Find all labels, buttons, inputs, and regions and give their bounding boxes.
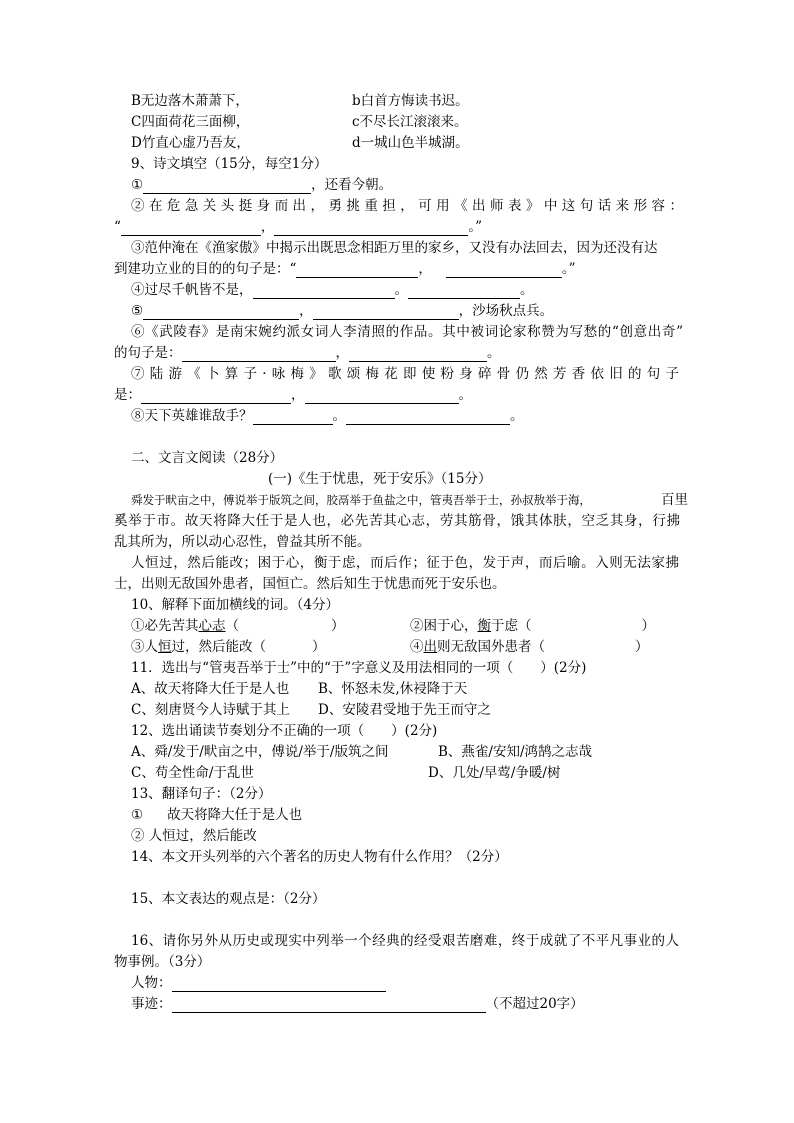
q11-option-a[interactable]: A、故天将降大任于是人也 <box>131 681 290 697</box>
q10-item-a <box>131 617 345 635</box>
q9-blank-3a[interactable] <box>296 263 418 278</box>
q9-item-4 <box>131 281 534 299</box>
q9-blank-1[interactable] <box>143 179 311 194</box>
q10-item-d-open: （ <box>531 639 545 655</box>
q9-blank-4a[interactable] <box>253 284 395 299</box>
match-left-b: B无边落木萧萧下， <box>131 93 249 109</box>
q9-item-6-dot: 。 <box>487 345 501 361</box>
passage-p2-line1: 人恒过，然后能改；困于心，衡于虑，而后作；征于色，发于声，而后喻。入则无法家拂 <box>131 555 679 571</box>
q16-deed-note: （不超过20字） <box>485 996 584 1012</box>
section-2-title: 二、文言文阅读（28分） <box>131 450 284 466</box>
q16-title-line1: 16、请你另外从历史或现实中列举一个经典的经受艰苦磨难，终于成就了不平凡事业的人 <box>131 933 679 949</box>
q13-title: 13、翻译句子：（2分） <box>131 786 272 802</box>
passage-p1-line2: 奚举于市。故天将降大任于是人也，必先苦其心志，劳其筋骨，饿其体肤，空乏其身，行拂 <box>114 513 680 529</box>
q9-item-8-text: ⑧天下英雄谁敌手？ <box>131 408 253 424</box>
q10-item-c-word: 恒 <box>158 639 172 655</box>
match-left-c: C四面荷花三面柳， <box>131 114 250 130</box>
q16-deed-label: 事迹： <box>131 996 172 1012</box>
q9-item-6-prompt: 的句子是： <box>114 345 182 361</box>
q10-item-d-pre: ④ <box>410 639 424 655</box>
q13-item-a-num: ① <box>131 807 144 823</box>
q9-item-6-line1: ⑥《武陵春》是南宋婉约派女词人李清照的作品。其中被词论家称赞为写愁的“创意出奇” <box>131 324 683 340</box>
q9-item-2: ②在危急关头挺身而出，勇挑重担，可用《出师表》中这句话来形容： <box>131 198 683 214</box>
q10-item-c-open: （ <box>252 639 266 655</box>
q9-item-2-answer <box>114 218 482 236</box>
q10-item-b-open: （ <box>518 618 532 634</box>
q9-item-6-line2 <box>114 344 501 362</box>
q15-title: 15、本文表达的观点是：（2分） <box>131 891 326 907</box>
q12-option-d[interactable]: D、几处/早莺/争暖/树 <box>428 765 561 781</box>
q9-item-1 <box>131 176 392 194</box>
q9-item-4-dot2: 。 <box>520 282 534 298</box>
q10-item-d-close: ） <box>635 639 649 655</box>
q10-item-b-post: 于虑 <box>491 618 518 634</box>
q9-item-4-dot: 。 <box>394 282 408 298</box>
q11-title: 11．选出与“管夷吾举于士”中的“于”字意义及用法相同的一项（ ）(2分) <box>131 660 587 676</box>
q9-blank-5b[interactable] <box>313 305 459 320</box>
q9-item-7-dot: 。 <box>458 387 472 403</box>
q9-item-1-num: ① <box>131 177 144 193</box>
q9-item-2-close: 。” <box>468 219 483 235</box>
q10-item-d <box>410 638 649 656</box>
q9-item-1-tail: ，还看今朝。 <box>311 177 393 193</box>
q10-item-a-word: 心志 <box>198 618 226 634</box>
q9-item-4-text: ④过尽千帆皆不是， <box>131 282 253 298</box>
q12-title: 12、选出诵读节奏划分不正确的一项（ ）(2分) <box>131 723 438 739</box>
q9-blank-7a[interactable] <box>141 389 291 404</box>
q10-title: 10、解释下面加横线的词。（4分） <box>131 597 340 613</box>
q9-item-5-tail: ，沙场秋点兵。 <box>458 303 554 319</box>
q9-item-7-line2 <box>114 386 472 404</box>
q9-blank-2a[interactable] <box>121 221 261 236</box>
passage-p1-line1b: 百里 <box>661 492 688 508</box>
q9-item-5 <box>131 302 553 320</box>
q9-blank-8b[interactable] <box>346 410 510 425</box>
q10-item-d-word: 出 <box>423 639 437 655</box>
q9-blank-4b[interactable] <box>408 284 520 299</box>
passage-p1-line1a: 舜发于畎亩之中，傅说举于版筑之间，胶鬲举于鱼盐之中，管夷吾举于士，孙叔敖举于海， <box>131 493 591 507</box>
q9-blank-6a[interactable] <box>182 347 336 362</box>
q12-option-a[interactable]: A、舜/发于/畎亩之中，傅说/举于/版筑之间 <box>131 744 389 760</box>
passage-p2-line2: 士，出则无敌国外患者，国恒亡。然后知生于忧患而死于安乐也。 <box>114 576 506 592</box>
q9-item-7-comma: ， <box>291 387 305 403</box>
passage-p1-line3: 乱其所为，所以动心忍性，曾益其所不能。 <box>114 534 371 550</box>
q9-item-3-line2 <box>114 260 576 278</box>
q9-blank-6b[interactable] <box>349 347 487 362</box>
match-right-d: d一城山色半城湖。 <box>352 135 469 151</box>
section-2-subtitle: (一)《生于忧患，死于安乐》（15分） <box>268 471 492 487</box>
q16-deed-blank[interactable] <box>172 998 486 1013</box>
q9-item-2-comma: ， <box>260 219 275 235</box>
q10-item-b-pre: ②困于心， <box>410 618 478 634</box>
q13-item-a <box>131 806 302 824</box>
q16-person-blank[interactable] <box>172 977 386 992</box>
q10-item-a-close: ） <box>331 618 345 634</box>
q12-option-c[interactable]: C、苟全性命/于乱世 <box>131 765 254 781</box>
q14-title: 14、本文开头列举的六个著名的历史人物有什么作用？（2分） <box>131 849 508 865</box>
q9-item-5-num: ⑤ <box>131 303 144 319</box>
q9-item-7-line1: ⑦陆游《卜算子·咏梅》歌颂梅花即使粉身碎骨仍然芳香依旧的句子 <box>131 366 679 382</box>
q10-item-a-open: （ <box>225 618 239 634</box>
q16-title-line2: 物事例。（3分） <box>114 954 211 970</box>
q16-person-label: 人物： <box>131 975 172 991</box>
q9-blank-5a[interactable] <box>143 305 299 320</box>
q9-item-8-dot: 。 <box>332 408 346 424</box>
q9-item-3-line1: ③范仲淹在《渔家傲》中揭示出既思念相距万里的家乡，又没有办法回去，因为还没有达 <box>131 240 658 256</box>
q9-item-8-dot2: 。 <box>510 408 524 424</box>
q10-item-d-post: 则无敌国外患者 <box>437 639 532 655</box>
q10-item-b-word: 衡 <box>477 618 491 634</box>
q9-item-3-close: 。” <box>561 261 576 277</box>
q10-item-c-post: 过，然后能改 <box>171 639 253 655</box>
q16-deed <box>131 995 584 1013</box>
q10-item-b <box>410 617 655 635</box>
q13-item-b: ② 人恒过，然后能改 <box>131 828 257 844</box>
q12-option-b[interactable]: B、燕雀/安知/鸿鹄之志哉 <box>438 744 593 760</box>
q10-item-c-close: ） <box>312 639 326 655</box>
q10-item-b-close: ） <box>641 618 655 634</box>
q9-item-7-prompt: 是： <box>114 387 141 403</box>
passage-p1-line1 <box>131 491 688 509</box>
match-right-b: b白首方悔读书迟。 <box>352 93 469 109</box>
q9-item-3-comma: ， <box>418 261 432 277</box>
q10-item-a-pre: ①必先苦其 <box>131 618 199 634</box>
q10-item-c-pre: ③人 <box>131 639 158 655</box>
match-right-c: c不尽长江滚滚来。 <box>352 114 468 130</box>
q9-blank-7b[interactable] <box>305 389 459 404</box>
q9-blank-3b[interactable] <box>446 263 562 278</box>
q9-blank-2b[interactable] <box>274 221 468 236</box>
q11-option-d[interactable]: D、安陵君受地于先王而守之 <box>318 702 491 718</box>
q9-title: 9、诗文填空（15分，每空1分） <box>131 156 328 172</box>
q9-blank-8a[interactable] <box>253 410 333 425</box>
q11-option-c[interactable]: C、刻唐贤今人诗赋于其上 <box>131 702 290 718</box>
q9-item-8 <box>131 407 524 425</box>
q9-item-6-comma: ， <box>335 345 349 361</box>
q10-item-c <box>131 638 326 656</box>
q9-item-5-comma: ， <box>299 303 313 319</box>
q11-option-b[interactable]: B、怀怒未发,休祲降于天 <box>318 681 468 697</box>
match-left-d: D竹直心虚乃吾友， <box>131 135 250 151</box>
q9-item-3-prompt: 到建功立业的目的的句子是：“ <box>114 261 297 277</box>
q16-person <box>131 974 386 992</box>
q9-item-2-open: “ <box>114 219 121 235</box>
q13-item-a-text: 故天将降大任于是人也 <box>167 807 303 823</box>
